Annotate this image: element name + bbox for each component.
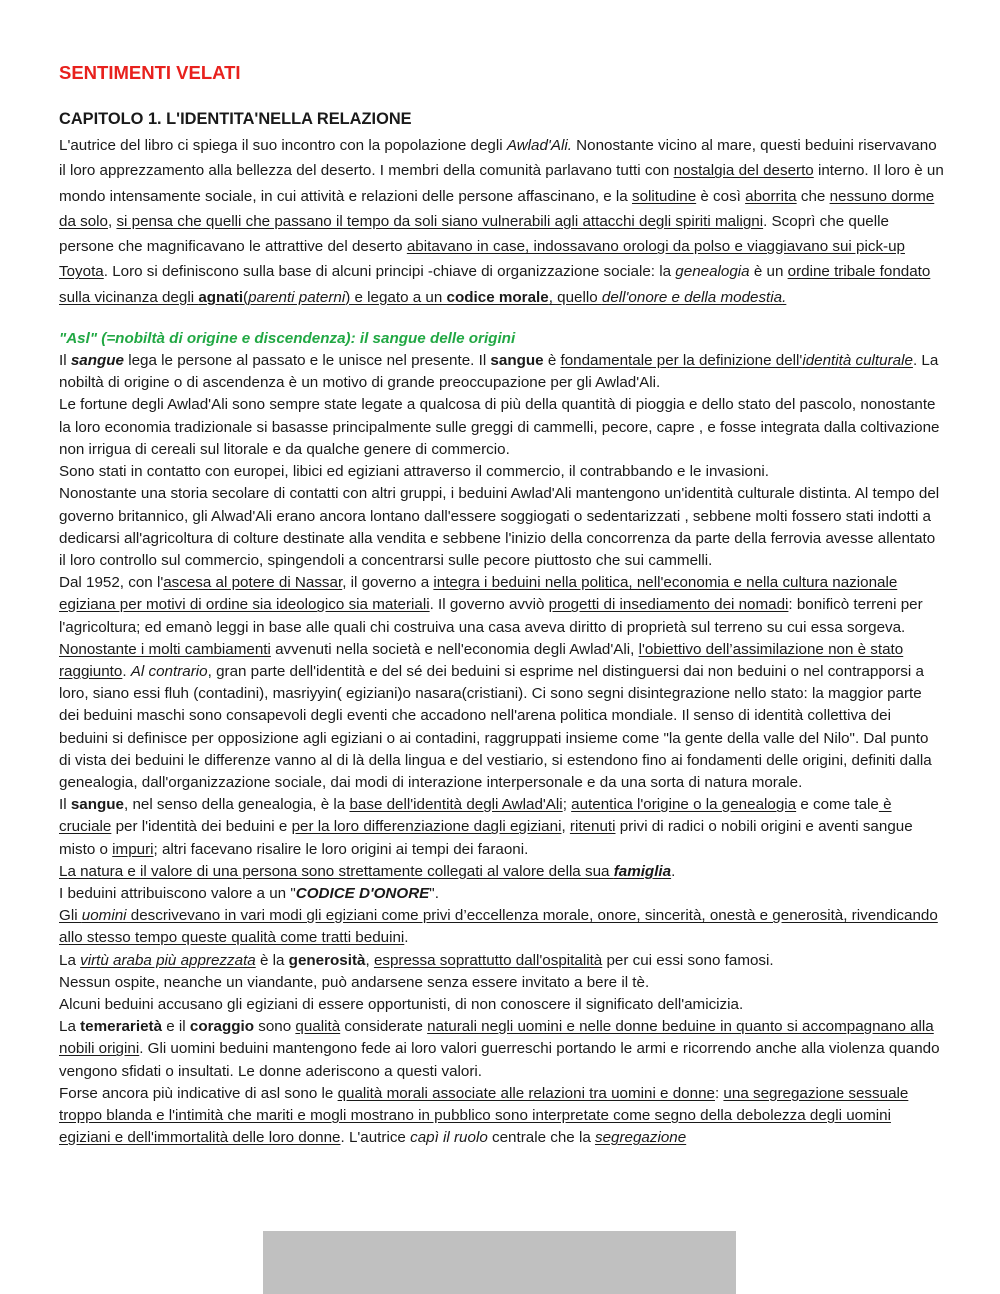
body-paragraph: Dal 1952, con l'ascesa al potere di Nassar, il governo a integra i beduini nella politica, nell'economia e nella cultura nazionale egiziana per motivi di ordine sia ideologico sia materiali. Il governo avviò progetti di insediamento dei nomadi: bonificò terreni per l'agricoltura; ed emanò leggi in base alle quali chi costruiva una casa aveva diritto di proprietà sul terreno su cui essa sorgeva.: [59, 574, 923, 636]
gray-overlay-box: [263, 1231, 736, 1294]
intro-paragraph: L'autrice del libro ci spiega il suo incontro con la popolazione degli Awlad'Ali. Nonostante vicino al mare, questi beduini riservavano il loro apprezzamento alla bellezza del deserto. I membri della comunità parlavano tutti con nostalgia del deserto interno. Il loro è un mondo intensamente sociale, in cui attività e relazioni delle persone affascinano, e la solitudine è così aborrita che nessuno dorme da solo, si pensa che quelli che passano il tempo da soli siano vulnerabili agli attacchi degli spiriti maligni. Scoprì che quelle persone che magnificavano le attrattive del deserto abitavano in case, indossavano orologi da polso e viaggiavano sui pick-up Toyota. Loro si definiscono sulla base di alcuni principi -chiave di organizzazione sociale: la genealogia è un ordine tribale fondato sulla vicinanza degli agnati(parenti paterni) e legato a un codice morale, quello dell'onore e della modestia.: [59, 137, 944, 306]
body-paragraph: Nonostante una storia secolare di contatti con altri gruppi, i beduini Awlad'Ali mantengono un'identità culturale distinta. Al tempo del governo britannico, gli Alwad'Ali erano ancora lontano dall'essere soggiogati o sedentarizzati , sebbene molti fossero stati indotti a dedicarsi all'agricoltura di colture destinate alla vendita e sebbene l'inizio della concorrenza da parte della ferrovia avesse allentato il loro controllo sul commercio, spingendoli a concentrarsi sulle pecore piuttosto che sui cammelli.: [59, 485, 940, 569]
body-paragraph: Le fortune degli Awlad'Ali sono sempre state legate a qualcosa di più della quantità di pioggia e dello stato del pascolo, nonostante la loro economia tradizionale si basasse principalmente sulle greggi di cammelli, pecore, capre , e fosse integrata dalla coltivazione non irrigua di cereali sul litorale e da qualche genere di commercio.: [59, 396, 940, 458]
body-paragraph: Nonostante i molti cambiamenti avvenuti nella società e nell'economia degli Awlad'Ali, l'obiettivo dell’assimilazione non è stato raggiunto. Al contrario, gran parte dell'identità e del sé dei beduini si esprime nel distinguersi dai non beduini o nel contrapporsi a loro, siano essi fluh (contadini), masriyyin( egiziani)o nasara(cristiani). Ci sono segni disintegrazione nello stato: la maggior parte dei beduini maschi sono consapevoli degli eventi che accadono nell'arena politica mondiale. Il senso di identità collettiva dei beduini si definisce per opposizione agli egiziani o ai contadini, raggruppati insieme come "la gente della valle del Nilo". Dal punto di vista dei beduini le differenze vanno al di là della lingua e del vestiario, si estendono fino ai fondamenti delle origini, definiti dalla genealogia, dall'organizzazione sociale, dai modi di interazione interpersonale e da una sorta di natura morale.: [59, 640, 932, 791]
body-paragraph: La virtù araba più apprezzata è la generosità, espressa soprattutto dall'ospitalità per cui essi sono famosi.: [59, 951, 774, 969]
body-paragraph: I beduini attribuiscono valore a un "CODICE D'ONORE".: [59, 884, 439, 902]
document-page: [59, 60, 944, 1149]
section-heading: "Asl" (=nobiltà di origine e discendenza): il sangue delle origini: [59, 330, 516, 348]
body-paragraph: La natura e il valore di una persona sono strettamente collegati al valore della sua famiglia.: [59, 862, 676, 880]
body-paragraph: Il sangue lega le persone al passato e le unisce nel presente. Il sangue è fondamentale per la definizione dell'identità culturale. La nobiltà di origine o di ascendenza è un motivo di grande preoccupazione per gli Awlad'Ali.: [59, 352, 939, 392]
body-paragraphs: [59, 350, 944, 1149]
intro-paragraphs: [59, 133, 944, 310]
chapter-title: CAPITOLO 1. L'IDENTITA'NELLA RELAZIONE: [59, 110, 412, 128]
body-paragraph: La temerarietà e il coraggio sono qualità considerate naturali negli uomini e nelle donne beduine in quanto si accompagnano alla nobili origini. Gli uomini beduini mantengono fede ai loro valori guerreschi portando le armi e ricorrendo anche alla violenza quando vengono sfidati o insultati. Le donne aderiscono a questi valori.: [59, 1018, 940, 1080]
body-paragraph: Gli uomini descrivevano in vari modi gli egiziani come privi d’eccellenza morale, onore, sincerità, onestà e generosità, rivendicando allo stesso tempo queste qualità come tratti beduini.: [59, 907, 938, 947]
document-title: SENTIMENTI VELATI: [59, 62, 241, 83]
body-paragraph: Nessun ospite, neanche un viandante, può andarsene senza essere invitato a bere il tè.: [59, 973, 650, 991]
body-paragraph: Sono stati in contatto con europei, libici ed egiziani attraverso il commercio, il contrabbando e le invasioni.: [59, 463, 769, 481]
body-paragraph: Forse ancora più indicative di asl sono le qualità morali associate alle relazioni tra uomini e donne: una segregazione sessuale troppo blanda e l'intimità che mariti e mogli mostrano in pubblico sono interpretate come segno della debolezza degli uomini egiziani e dell'immortalità delle loro donne. L'autrice capì il ruolo centrale che la segregazione: [59, 1084, 909, 1147]
body-paragraph: Il sangue, nel senso della genealogia, è la base dell'identità degli Awlad'Ali; autentica l'origine o la genealogia e come tale è cruciale per l'identità dei beduini e per la loro differenziazione dagli egiziani, ritenuti privi di radici o nobili origini e aventi sangue misto o impuri; altri facevano risalire le loro origini ai tempi dei faraoni.: [59, 796, 913, 858]
body-paragraph: Alcuni beduini accusano gli egiziani di essere opportunisti, di non conoscere il significato dell'amicizia.: [59, 995, 744, 1013]
